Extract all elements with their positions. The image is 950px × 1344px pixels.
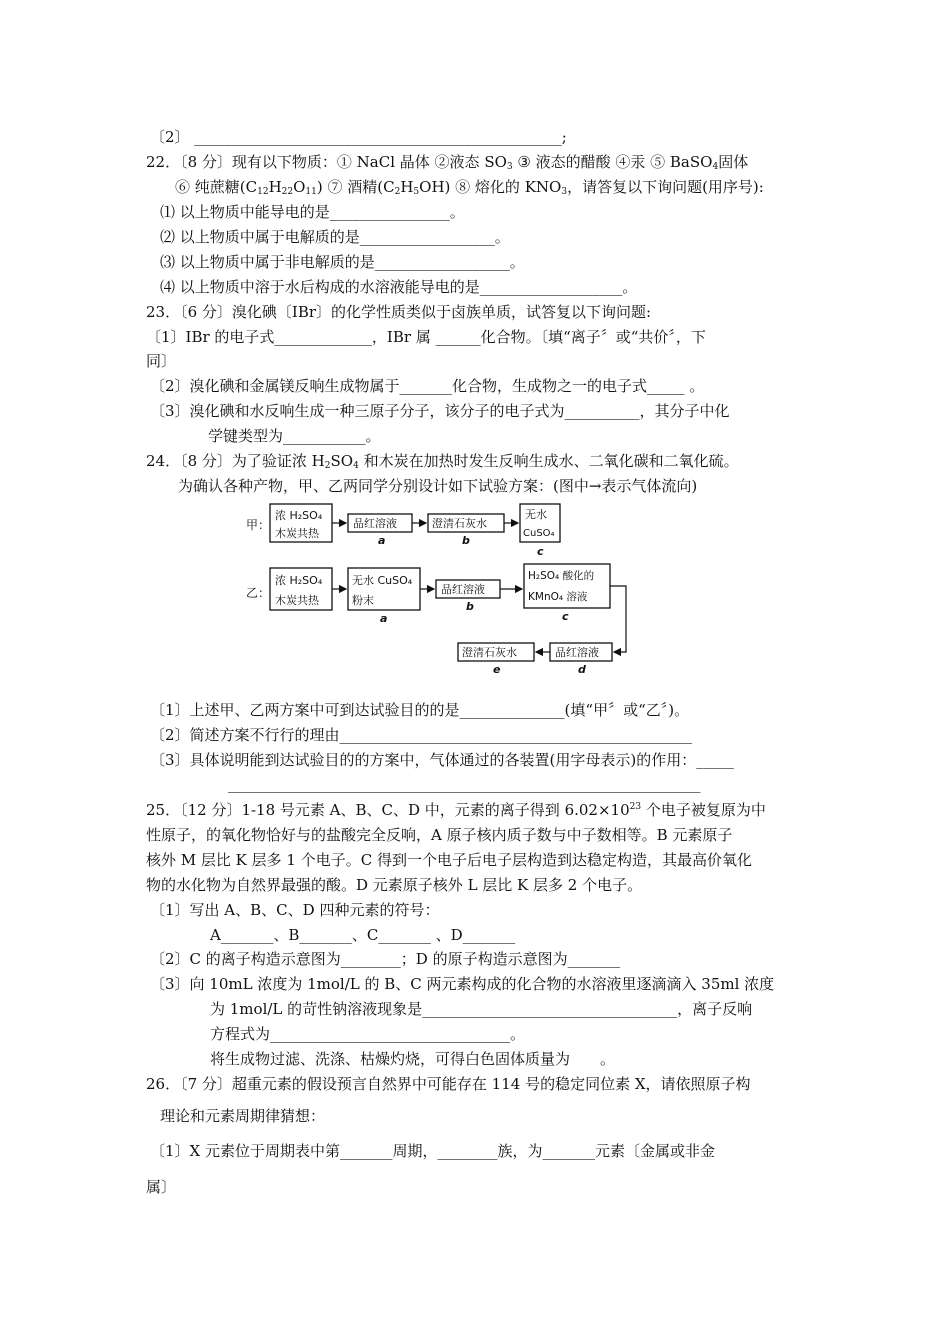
q25-sub-2: 〔2〕C 的离子构造示意图为________；D 的原子构造示意图为_______ xyxy=(150,950,621,968)
q24-heading: 24．〔8 分〕为了验证浓 $H_2SO_4$ 和木炭在加热时发生反响生成水、二氧化碳和二氧化硫。 xyxy=(146,452,739,471)
jia-wushui-text: 无水 xyxy=(525,508,547,521)
q25-sub-3-cont-2: 方程式为________________________________。 xyxy=(210,1025,526,1043)
jia-label-b: b xyxy=(462,534,470,547)
yi-pinhong-text: 品红溶液 xyxy=(441,583,485,596)
q25-line-3: 核外 M 层比 K 层多 1 个电子。C 得到一个电子后电子层构造到达稳定构造，其最高价氧化 xyxy=(146,851,752,869)
q25-sub-3-cont-3: 将生成物过滤、洗涤、枯燥灼烧，可得白色固体质量为 。 xyxy=(210,1050,616,1068)
q25-line-2: 性原子，的氧化物恰好与的盐酸完全反响，A 原子核内质子数与中子数相等。B 元素原子 xyxy=(146,826,733,844)
jia-label-c: c xyxy=(537,545,544,558)
yi-label-e: e xyxy=(493,663,501,676)
q25-sub-1-answers: A_______、B_______、C_______ 、D_______ xyxy=(210,926,516,944)
q25-sub-3-cont-1: 为 1mol/L 的苛性钠溶液现象是__________________________________，离子反响 xyxy=(210,1000,753,1018)
q21-line-2: 〔2〕 _________________________________________________; xyxy=(150,128,567,146)
jia-acid-text: 浓 H₂SO₄ xyxy=(275,509,323,522)
q22-heading: 22．〔8 分〕现有以下物质：① NaCl 晶体 ②液态 $SO_3$ ③ 液态的醋酸 ④汞 ⑤ BaSO$_4$固体 xyxy=(146,153,749,172)
yi-pinhong-d-text: 品红溶液 xyxy=(555,646,599,659)
q23-heading: 23．〔6 分〕溴化碘〔IBr〕的化学性质类似于卤族单质，试答复以下询问题: xyxy=(146,303,652,321)
q23-sub-1: 〔1〕IBr 的电子式_____________，IBr 属 ______化合物。〔填“离子〞或“共价〞，下 xyxy=(146,328,706,346)
yi-charcoal-text: 木炭共热 xyxy=(275,594,319,607)
apparatus-diagram xyxy=(240,498,640,678)
yi-label-c: c xyxy=(562,610,569,623)
q24-sub-1: 〔1〕上述甲、乙两方案中可到达试验目的的是______________(填“甲〞或“乙〞)。 xyxy=(150,701,690,719)
jia-charcoal-text: 木炭共热 xyxy=(275,527,319,540)
q24-sub-3-cont: _______________________________________________________________ xyxy=(228,775,701,793)
q23-sub-1-cont: 同〕 xyxy=(146,352,177,370)
q25-line-4: 物的水化物为自然界最强的酸。D 元素原子核外 L 层比 K 层多 2 个电子。 xyxy=(146,876,643,894)
jia-pinhong-text: 品红溶液 xyxy=(353,517,397,530)
q22-sub-1: ⑴ 以上物质中能导电的是________________。 xyxy=(160,203,465,221)
yi-kmno4-text-1: H₂SO₄ 酸化的 xyxy=(528,570,595,582)
yi-chengqing-text: 澄清石灰水 xyxy=(462,646,517,659)
yi-label-b: b xyxy=(466,600,474,613)
q24-heading-cont: 为确认各种产物，甲、乙两同学分别设计如下试验方案：(图中→表示气体流向) xyxy=(178,477,698,495)
yi-acid-text: 浓 H₂SO₄ xyxy=(275,574,323,587)
q26-sub-1-cont: 属〕 xyxy=(146,1178,177,1196)
q22-sub-3: ⑶ 以上物质中属于非电解质的是__________________。 xyxy=(160,253,525,271)
yi-fenmo-text: 粉末 xyxy=(352,594,374,607)
label-yi: 乙： xyxy=(246,586,271,600)
q23-sub-3-cont: 学键类型为___________。 xyxy=(208,427,381,445)
yi-label-a: a xyxy=(380,612,388,625)
label-jia: 甲： xyxy=(246,518,271,532)
yi-wushui-text: 无水 CuSO₄ xyxy=(352,574,413,587)
q23-sub-3: 〔3〕溴化碘和水反响生成一种三原子分子，该分子的电子式为__________，其分子中化 xyxy=(150,402,730,420)
jia-cuso4-text: CuSO₄ xyxy=(523,528,555,539)
yi-label-d: d xyxy=(578,663,586,676)
q26-heading: 26．〔7 分〕超重元素的假设预言自然界中可能存在 114 号的稳定同位素 X，请依照原子构 xyxy=(146,1075,751,1093)
q22-sub-4: ⑷ 以上物质中溶于水后构成的水溶液能导电的是___________________。 xyxy=(160,278,638,296)
q24-sub-2: 〔2〕简述方案不行行的理由_______________________________________________ xyxy=(150,726,693,744)
q26-heading-cont: 理论和元素周期律猜想： xyxy=(160,1107,326,1125)
jia-label-a: a xyxy=(378,534,386,547)
q25-sub-1: 〔1〕写出 A、B、C、D 四种元素的符号： xyxy=(150,901,440,919)
q26-sub-1: 〔1〕X 元素位于周期表中第_______周期，________族，为_______元素〔金属或非金 xyxy=(150,1142,715,1160)
q22-sub-2: ⑵ 以上物质中属于电解质的是__________________。 xyxy=(160,228,510,246)
jia-chengqing-text: 澄清石灰水 xyxy=(432,517,487,530)
q23-sub-2: 〔2〕溴化碘和金属镁反响生成物属于_______化合物，生成物之一的电子式_____ 。 xyxy=(150,377,705,395)
q22-substances-line-2: ⑥ 纯蔗糖$(C_{12}H_{22}O_{11})$ ⑦ 酒精$(C_2H_5OH)$ ⑧ 熔化的 $KNO_3$，请答复以下询问题(用序号): xyxy=(175,178,764,197)
q25-sub-3: 〔3〕向 10mL 浓度为 1mol/L 的 B、C 两元素构成的化合物的水溶液里逐滴滴入 35ml 浓度 xyxy=(150,975,775,993)
yi-kmno4-text-2: KMnO₄ 溶液 xyxy=(528,591,588,603)
q25-heading: 25．〔12 分〕1-18 号元素 A、B、C、D 中，元素的离子得到 $6.02\times 10^{23}$ 个电子被复原为中 xyxy=(146,801,766,819)
q24-sub-3: 〔3〕具体说明能到达试验目的的方案中，气体通过的各装置(用字母表示)的作用：_____ xyxy=(150,751,734,769)
